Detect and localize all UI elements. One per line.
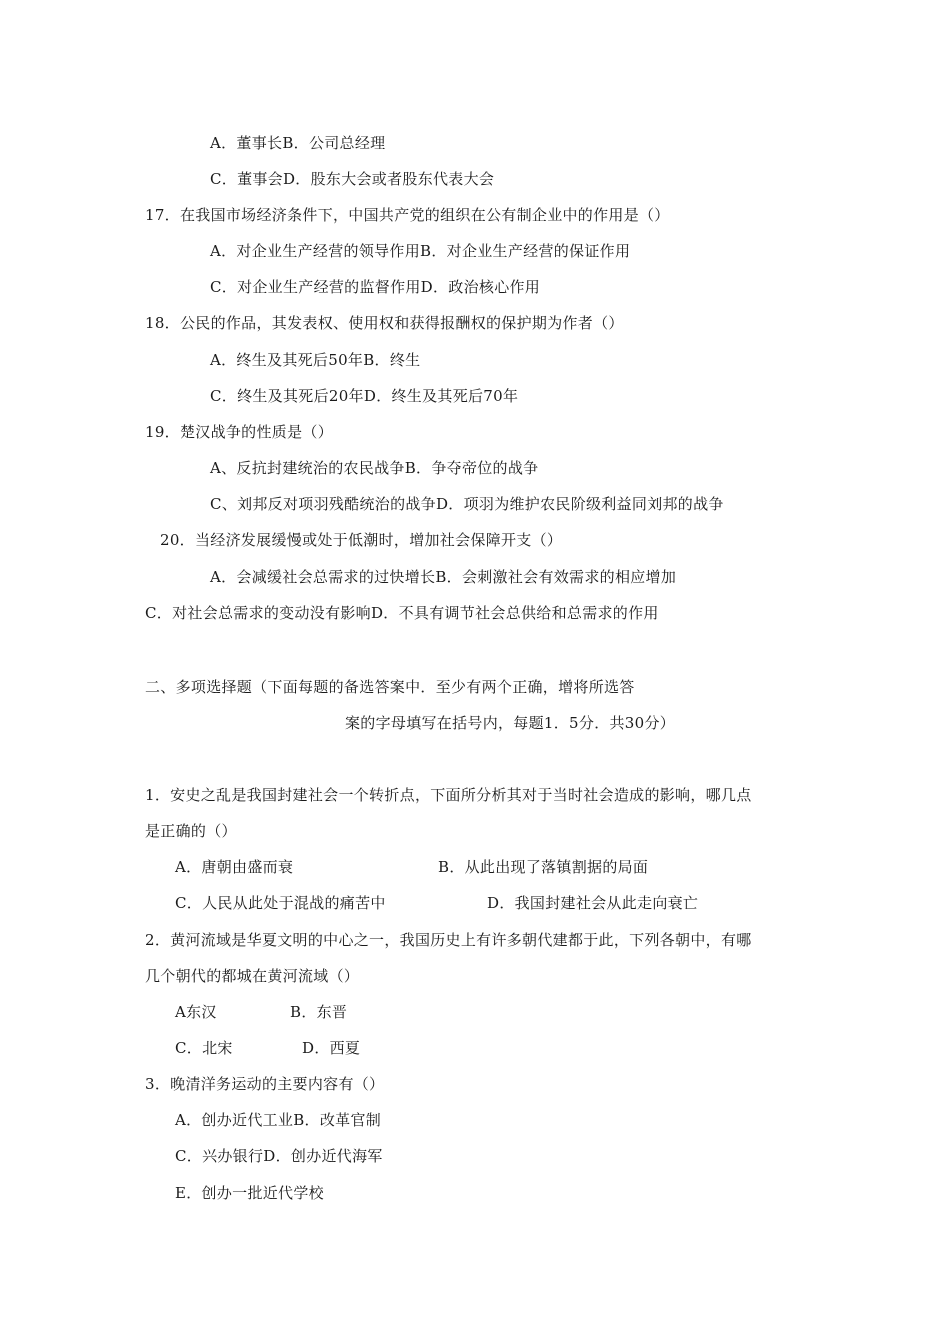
q20-options-cd: C．对社会总需求的变动没有影响D．不具有调节社会总供给和总需求的作用 bbox=[145, 604, 659, 622]
m2-stem-continued: 几个朝代的都城在黄河流域（） bbox=[145, 967, 360, 985]
q17-options-ab: A．对企业生产经营的领导作用B．对企业生产经营的保证作用 bbox=[210, 242, 631, 260]
q20-options-ab: A．会减缓社会总需求的过快增长B．会刺激社会有效需求的相应增加 bbox=[210, 568, 677, 586]
m1-option-b: B．从此出现了落镇割据的局面 bbox=[438, 858, 649, 876]
q18-stem: 18．公民的作品，其发表权、使用权和获得报酬权的保护期为作者（） bbox=[145, 314, 624, 332]
q18-options-ab: A．终生及其死后50年B．终生 bbox=[210, 351, 421, 369]
q19-stem: 19．楚汉战争的性质是（） bbox=[145, 423, 333, 441]
m2-option-a: A东汉 bbox=[175, 1003, 217, 1021]
m1-option-d: D．我国封建社会从此走向衰亡 bbox=[487, 894, 699, 912]
section2-heading-continued: 案的字母填写在括号内，每题1．5分．共30分） bbox=[345, 714, 676, 732]
q19-options-cd: C、刘邦反对项羽残酷统治的战争D．项羽为维护农民阶级利益同刘邦的战争 bbox=[210, 495, 724, 513]
q17-stem: 17．在我国市场经济条件下，中国共产党的组织在公有制企业中的作用是（） bbox=[145, 206, 670, 224]
m2-option-b: B．东晋 bbox=[290, 1003, 348, 1021]
m2-option-c: C．北宋 bbox=[175, 1039, 233, 1057]
q16-options-cd: C．董事会D．股东大会或者股东代表大会 bbox=[210, 170, 495, 188]
m3-option-e: E．创办一批近代学校 bbox=[175, 1184, 324, 1202]
m1-option-c: C．人民从此处于混战的痛苦中 bbox=[175, 894, 386, 912]
q19-options-ab: A、反抗封建统治的农民战争B．争夺帝位的战争 bbox=[210, 459, 539, 477]
m3-options-cd: C．兴办银行D．创办近代海军 bbox=[175, 1147, 383, 1165]
m2-option-d: D．西夏 bbox=[302, 1039, 361, 1057]
m1-stem-continued: 是正确的（） bbox=[145, 822, 237, 840]
m3-stem: 3．晚清洋务运动的主要内容有（） bbox=[145, 1075, 385, 1093]
q18-options-cd: C．终生及其死后20年D．终生及其死后70年 bbox=[210, 387, 519, 405]
q17-options-cd: C．对企业生产经营的监督作用D．政治核心作用 bbox=[210, 278, 541, 296]
m1-stem: 1．安史之乱是我国封建社会一个转折点，下面所分析其对于当时社会造成的影响，哪几点 bbox=[145, 786, 752, 804]
section2-heading: 二、多项选择题（下面每题的备选答案中．至少有两个正确，增将所选答 bbox=[145, 678, 635, 696]
q20-stem: 20．当经济发展缓慢或处于低潮时，增加社会保障开支（） bbox=[160, 531, 563, 549]
q16-options-ab: A．董事长B．公司总经理 bbox=[210, 134, 386, 152]
m2-stem: 2．黄河流域是华夏文明的中心之一，我国历史上有许多朝代建都于此，下列各朝中，有哪 bbox=[145, 931, 752, 949]
m3-options-ab: A．创办近代工业B．改革官制 bbox=[175, 1111, 382, 1129]
m1-option-a: A．唐朝由盛而衰 bbox=[175, 858, 294, 876]
